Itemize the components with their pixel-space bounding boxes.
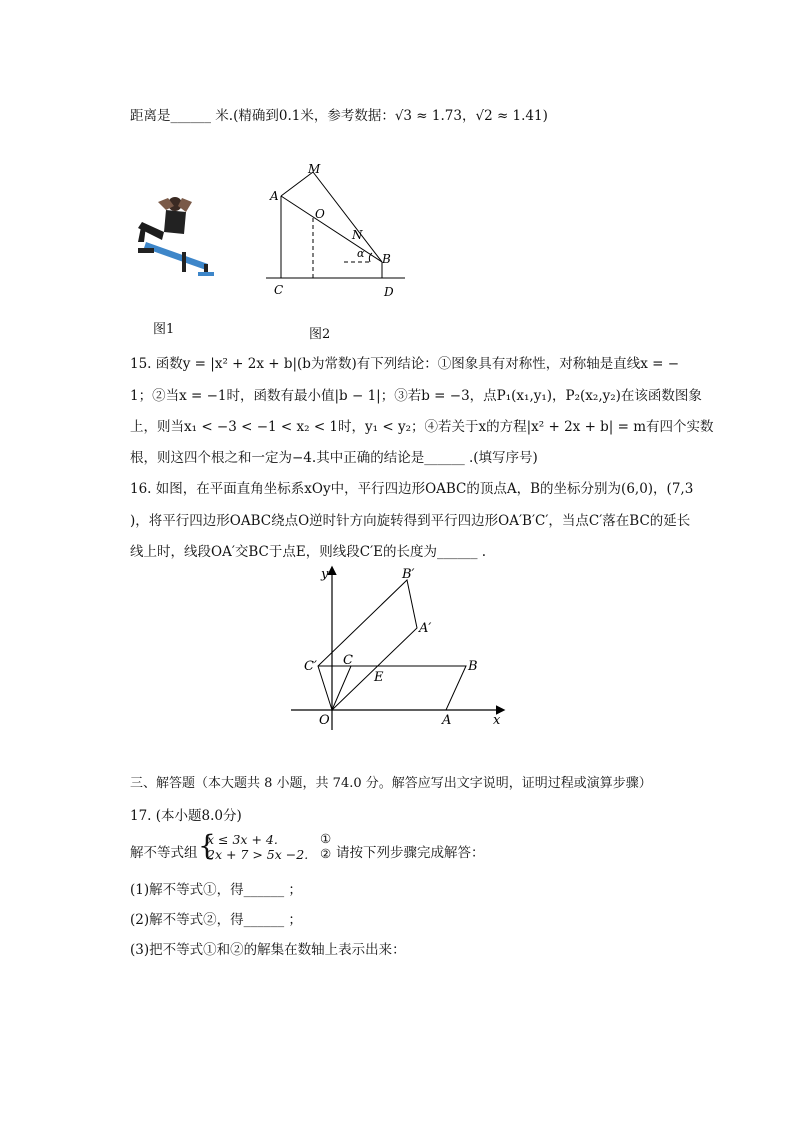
q16-line-1: 16. 如图，在平面直角坐标系xOy中，平行四边形OABC的顶点A，B的坐标分别为(6,0)，(7,3 [130,481,694,497]
label-alpha: α [357,247,365,260]
label-c-prime: C′ [304,659,317,674]
parallelogram-oabc [332,666,466,710]
inequality-1: x ≤ 3x + 4. [207,832,278,847]
label-b: B [382,252,391,266]
label-x: x [493,713,501,728]
label-b: B [468,659,478,674]
q17-suffix: 请按下列步骤完成解答： [336,845,485,861]
label-o: O [315,207,325,221]
bench-base [198,272,214,276]
person-legs [138,222,146,242]
section-3-heading: 三、解答题（本大题共 8 小题，共 74.0 分。解答应写出文字说明，证明过程或演算步骤） [130,776,652,791]
parallelogram-oapbpcp [318,580,417,710]
q15-line-4: 根，则这四个根之和一定为−4.其中正确的结论是______ .(填写序号) [130,450,538,466]
label-d: D [384,285,394,299]
label-a: A [270,189,279,203]
bench-foot [138,248,154,253]
label-c: C [343,653,353,668]
inequality-2: 2x + 7 > 5x −2. [207,847,309,862]
label-n: N [352,228,363,242]
q17-heading: 17. (本小题8.0分) [130,808,242,824]
q17-step-1: (1)解不等式①，得______ ； [130,882,302,898]
q17-step-2: (2)解不等式②，得______ ； [130,912,302,928]
label-e: E [374,670,384,685]
figure-1-image [128,190,220,280]
figure-3-diagram [285,562,510,734]
label-m: M [308,162,321,176]
brace: { [198,829,216,862]
mark-1: ① [320,831,332,846]
q15-line-2: 1；②当x = −1时，函数有最小值|b − 1|；③若b = −3，点P₁(x₁,y₁)，P₂(x₂,y₂)在该函数图象 [130,388,702,404]
label-c: C [274,283,284,297]
figure-2-caption: 图2 [309,327,331,342]
top-line: 距离是______ 米.(精确到0.1米，参考数据：√3 ≈ 1.73，√2 ≈ 1.41) [130,108,548,124]
label-a-prime: A′ [419,621,432,636]
label-o: O [319,713,330,728]
q17-step-3: (3)把不等式①和②的解集在数轴上表示出来： [130,942,406,958]
q16-line-2: )，将平行四边形OABC绕点O逆时针方向旋转得到平行四边形OA′B′C′，当点C′落在BC的延长 [130,513,691,529]
figure-1-caption: 图1 [153,322,175,337]
label-y: y [321,567,329,582]
label-a: A [442,713,452,728]
q17-prefix: 解不等式组 [130,845,198,861]
bench-leg [182,252,186,272]
q15-line-1: 15. 函数y = |x² + 2x + b|(b为常数)有下列结论：①图象具有对称性，对称轴是直线x = − [130,356,680,372]
bench-pad [144,242,208,270]
person-torso [164,210,186,234]
label-b-prime: B′ [402,567,415,582]
q16-line-3: 线上时，线段OA′交BC于点E，则线段C′E的长度为______ . [130,544,487,560]
mark-2: ② [320,846,332,861]
figure-2-diagram [260,160,410,300]
segment-ab [281,196,382,262]
q15-line-3: 上，则当x₁ < −3 < −1 < x₂ < 1时，y₁ < y₂；④若关于x的方程|x² + 2x + b| = m有四个实数 [130,419,714,435]
